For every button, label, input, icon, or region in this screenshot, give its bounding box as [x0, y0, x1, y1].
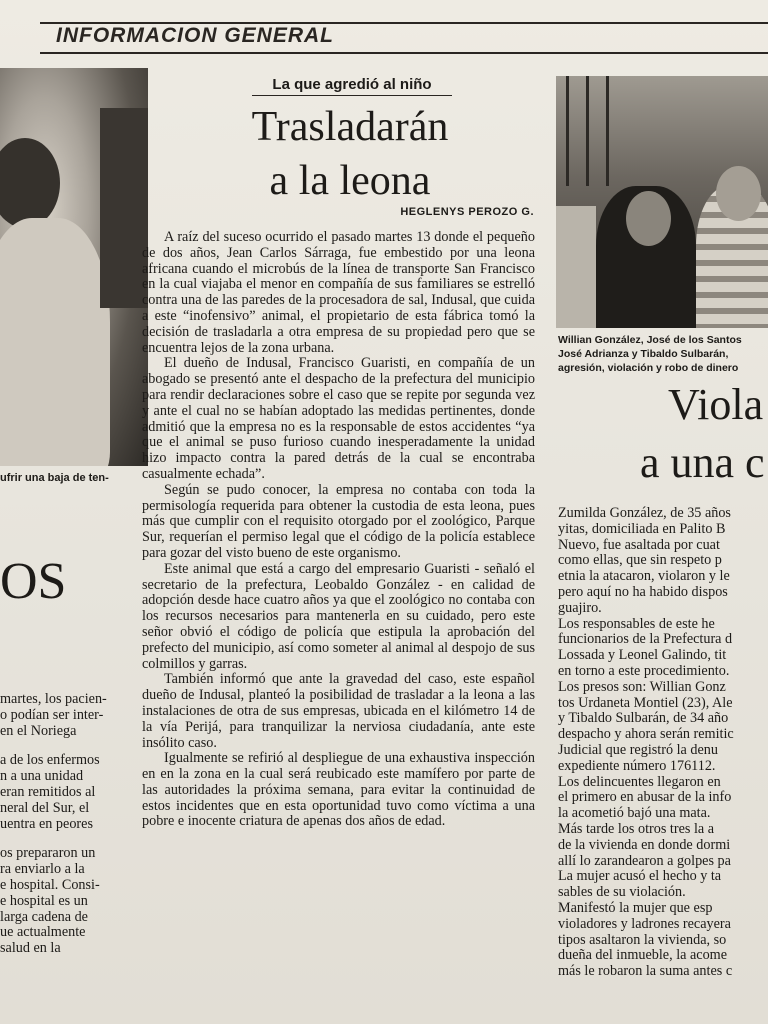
- text-line: guajiro.: [558, 599, 602, 616]
- text-line: uentra en peores: [0, 816, 93, 832]
- text-line: dueña del inmueble, la acome: [558, 947, 727, 964]
- text-line: salud en la: [0, 941, 61, 957]
- headline-line: a una c: [640, 438, 765, 487]
- text-line: de la vivienda en donde dormi: [558, 836, 731, 853]
- text-line: larga cadena de: [0, 909, 88, 925]
- text-line: os prepararon un: [0, 846, 96, 862]
- text-line: Judicial que registró la denu: [558, 741, 718, 758]
- left-headline-fragment: OS: [0, 553, 67, 610]
- text-line: expediente número 176112.: [558, 757, 716, 774]
- article-paragraph: También informó que ante la gravedad del caso, este español dueño de Indusal, planteó la posibilidad de trasladar a la leona a las instalaciones de otra de sus empresas, ubicada en el kilómetro 14 de la vía Perijá, para tranquilizar la nerviosa ciudadanía, ante este insólito caso.: [142, 671, 535, 751]
- article-paragraph: Según se pudo conocer, la empresa no contaba con toda la permisología requerida para obtener la custodia de esta leona, pues más que cumplir con el requisito otorgado por el zoológico, Parque Sur, requerían el permiso legal que el código de la policía establece para gozar del visto bueno de este organismo.: [142, 481, 535, 561]
- article-paragraph: Este animal que está a cargo del empresario Guaristi - señaló el secretario de la prefectura, Leobaldo González - en calidad de adopción desde hace cuatro años ya que el zoológico no contaba con los recursos necesarios para mantenerla en su cuidado, pero este señor obvió el código de policía que estipula la aprobación del prefecto del municipio, así como someter al animal al despojo de sus colmillos y garras.: [142, 560, 535, 672]
- section-label: INFORMACION GENERAL: [56, 24, 334, 47]
- text-line: Más tarde los otros tres la a: [558, 820, 715, 837]
- text-line: el primero en abusar de la info: [558, 789, 732, 806]
- text-line: Los responsables de este he: [558, 615, 715, 632]
- text-line: pero aquí no ha habido dispos: [558, 583, 728, 600]
- text-line: [0, 739, 122, 753]
- text-line: en el Noriega: [0, 723, 77, 739]
- article-byline: HEGLENYS PEROZO G.: [400, 206, 534, 218]
- text-line: neral del Sur, el: [0, 800, 90, 816]
- headline-line: Viola: [668, 380, 764, 429]
- text-line: despacho y ahora serán remitic: [558, 726, 734, 743]
- text-line: la acometió bajó una mata.: [558, 805, 711, 822]
- text-line: funcionarios de la Prefectura d: [558, 631, 733, 648]
- text-line: Nuevo, fue asaltada por cuat: [558, 536, 720, 553]
- text-line: tipos asaltaron la vivienda, so: [558, 931, 727, 948]
- text-line: violadores y ladrones recayera: [558, 915, 731, 932]
- text-line: ra enviarlo a la: [0, 862, 85, 878]
- article-paragraph: Igualmente se refirió al despliegue de una exhaustiva inspección en en la zona en la cual será reubicado este mamífero por parte de las autoridades la próxima semana, para evitar la continuidad de estos incidentes que en esta oportunidad tuvo como víctima a una pobre e inocente criatura de apenas dos años de edad.: [142, 750, 535, 830]
- right-article-body: [558, 506, 768, 980]
- left-photo-caption: ufrir una baja de ten-: [0, 472, 109, 484]
- article-paragraph: El dueño de Indusal, Francisco Guaristi, en compañía de un abogado se presentó ante el despacho de la prefectura del municipio para rendir declaraciones sobre el caso que se repite por segunda vez y ante el cual no se habían adoptado las medidas pertinentes, donde admitió que la empresa no es la responsable de estos accidentes “ya que el animal se puso furioso cuando inesperadamente la unidad hizo impacto contra la pared detrás de la cual se encontraba casualmente echada”.: [142, 355, 535, 482]
- text-line: yitas, domiciliada en Palito B: [558, 520, 726, 537]
- caption-line: Willian González, José de los Santos: [558, 334, 742, 346]
- header-rule: [40, 52, 768, 54]
- right-photo: [556, 76, 768, 328]
- text-line: allí lo zarandearon a golpes pa: [558, 852, 731, 869]
- headline-line: a la leona: [269, 158, 431, 204]
- text-line: Los presos son: Willian Gonz: [558, 678, 726, 695]
- article-headline: [180, 100, 520, 208]
- text-line: La mujer acusó el hecho y ta: [558, 868, 722, 885]
- article-kicker: La que agredió al niño: [252, 76, 452, 96]
- left-column-text: [0, 692, 122, 957]
- text-line: Lossada y Leonel Galindo, tit: [558, 647, 727, 664]
- article-paragraph: A raíz del suceso ocurrido el pasado martes 13 donde el pequeño de dos años, Jean Carlos Sárraga, fue embestido por una leona africana cuando el microbús de la línea de transporte San Francisco en la cual viajaba el menor en compañía de sus familiares se estrelló contra una de las paredes de la procesadora de sal, Indusal, que cuida a este “inofensivo” animal, el propietario de esta fábrica tomó la decisión de trasladarla a otra empresa de su propiedad pero que se encuentra lejos de la zona urbana.: [142, 229, 535, 356]
- left-photo: [0, 68, 148, 466]
- text-line: o podían ser inter-: [0, 707, 104, 723]
- text-line: en torno a este procedimiento.: [558, 662, 730, 679]
- text-line: sables de su violación.: [558, 884, 686, 901]
- text-line: Los delincuentes llegaron en: [558, 773, 721, 790]
- text-line: Manifestó la mujer que esp: [558, 899, 713, 916]
- text-line: e hospital es un: [0, 893, 88, 909]
- text-line: como ellas, que sin respeto p: [558, 552, 722, 569]
- right-headline: [632, 376, 768, 492]
- caption-line: José Adrianza y Tibaldo Sulbarán,: [558, 348, 729, 360]
- text-line: ue actualmente: [0, 925, 86, 941]
- right-photo-caption: [558, 333, 768, 375]
- text-line: Zumilda González, de 35 años: [558, 505, 731, 521]
- text-line: etnia la atacaron, violaron y le: [558, 568, 730, 585]
- text-line: eran remitidos al: [0, 784, 96, 800]
- text-line: n a una unidad: [0, 769, 84, 785]
- caption-line: agresión, violación y robo de dinero: [558, 362, 739, 374]
- headline-line: Trasladarán: [251, 104, 449, 150]
- text-line: [0, 832, 122, 846]
- text-line: tos Urdaneta Montiel (23), Ale: [558, 694, 733, 711]
- text-line: a de los enfermos: [0, 753, 100, 769]
- text-line: martes, los pacien-: [0, 692, 107, 707]
- text-line: y Tibaldo Sulbarán, de 34 año: [558, 710, 729, 727]
- text-line: más le robaron la suma antes c: [558, 963, 733, 980]
- article-body: [142, 230, 535, 830]
- text-line: e hospital. Consi-: [0, 877, 100, 893]
